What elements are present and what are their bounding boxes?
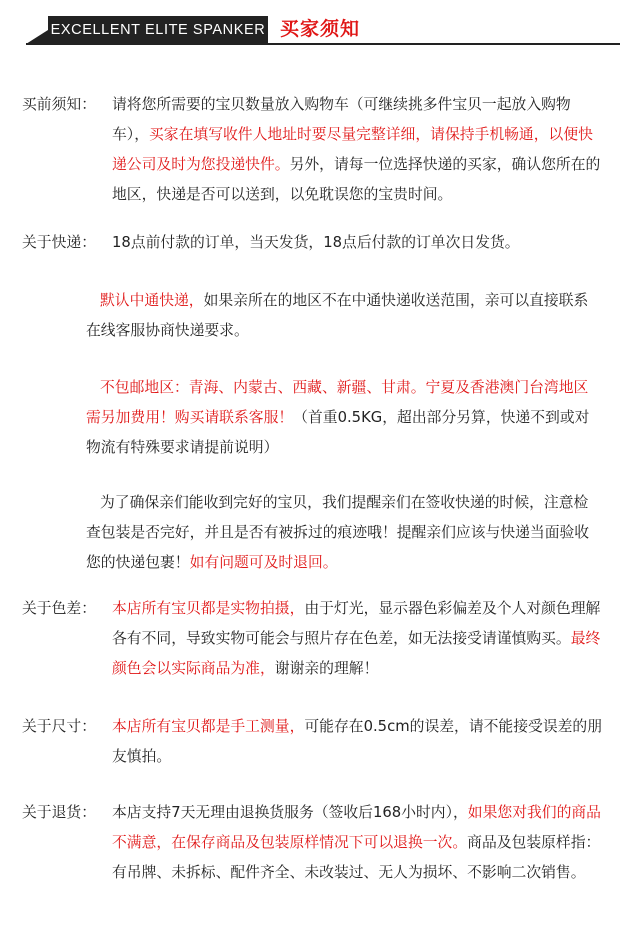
delivery-paragraph-2 [0, 286, 620, 346]
delivery-label: 关于快递： [22, 234, 96, 251]
returns-text [112, 798, 620, 888]
page-title: 买家须知 [280, 18, 361, 40]
section-returns [0, 798, 620, 888]
delivery-text-1: 18点前付款的订单，当天发货，18点后付款的订单次日发货。 [112, 234, 520, 251]
color-text-4: 谢谢亲的理解！ [274, 660, 379, 677]
non-free-shipping-regions: 不包邮地区：青海、内蒙古、西藏、新疆、甘肃。宁夏及香港澳门台湾地区需另加费用！购买请联系客服！ [86, 379, 589, 426]
delivery-paragraph-3 [0, 373, 620, 463]
size-text-1: 本店所有宝贝都是手工测量， [112, 718, 305, 735]
size-text-2: 可能存在0.5cm的误差，请不能接受误差的朋友慎拍。 [112, 718, 603, 765]
returns-text-2: 如果您对我们的商品不满意，在保存商品及包装原样情况下可以退换一次。 [112, 804, 601, 851]
return-if-problem: 如有问题可及时退回。 [189, 554, 338, 571]
notice-label: 买前须知： [22, 96, 96, 113]
section-delivery [0, 228, 620, 258]
brand-label: EXCELLENT ELITE SPANKER [48, 16, 268, 45]
color-text-3: 最终颜色会以实际商品为准， [112, 630, 601, 677]
delivery-text-2: 如果亲所在的地区不在中通快递收送范围，亲可以直接联系在线客服协商快递要求。 [86, 292, 589, 339]
default-courier: 默认中通快递， [100, 292, 204, 309]
returns-text-1: 本店支持7天无理由退换货服务（签收后168小时内）， [112, 804, 468, 821]
notice-text-1: 请将您所需要的宝贝数量放入购物车（可继续挑多件宝贝一起放入购物车）， [112, 96, 571, 143]
delivery-text-3: （首重0.5KG，超出部分另算，快递不到或对物流有特殊要求请提前说明） [86, 409, 590, 456]
section-size [0, 712, 620, 772]
section-color [0, 594, 620, 684]
notice-text-3: 另外，请每一位选择快递的买家，确认您所在的地区，快递是否可以送到，以免耽误您的宝贵时间。 [112, 156, 601, 203]
notice-text-2: 买家在填写收件人地址时要尽量完整详细，请保持手机畅通，以便快递公司及时为您投递快件。 [112, 126, 593, 173]
delivery-text-4: 为了确保亲们能收到完好的宝贝，我们提醒亲们在签收快递的时候，注意检查包装是否完好，并且是否有被拆过的痕迹哦！提醒亲们应该与快递当面验收您的快递包裹！ [86, 494, 590, 571]
header-corner-triangle [26, 30, 48, 44]
color-label: 关于色差： [22, 600, 96, 617]
size-text [112, 712, 620, 772]
section-notice [0, 90, 620, 210]
delivery-paragraph-4 [0, 488, 620, 578]
color-text [112, 594, 620, 684]
color-text-2: 由于灯光，显示器色彩偏差及个人对颜色理解各有不同，导致实物可能会与照片存在色差，如无法接受请谨慎购买。 [112, 600, 601, 647]
returns-label: 关于退货： [22, 804, 96, 821]
page-header [0, 0, 620, 48]
returns-text-3: 商品及包装原样指：有吊牌、未拆标、配件齐全、未改装过、无人为损坏、不影响二次销售。 [112, 834, 601, 881]
notice-text [112, 90, 620, 210]
size-label: 关于尺寸： [22, 718, 96, 735]
color-text-1: 本店所有宝贝都是实物拍摄， [112, 600, 305, 617]
